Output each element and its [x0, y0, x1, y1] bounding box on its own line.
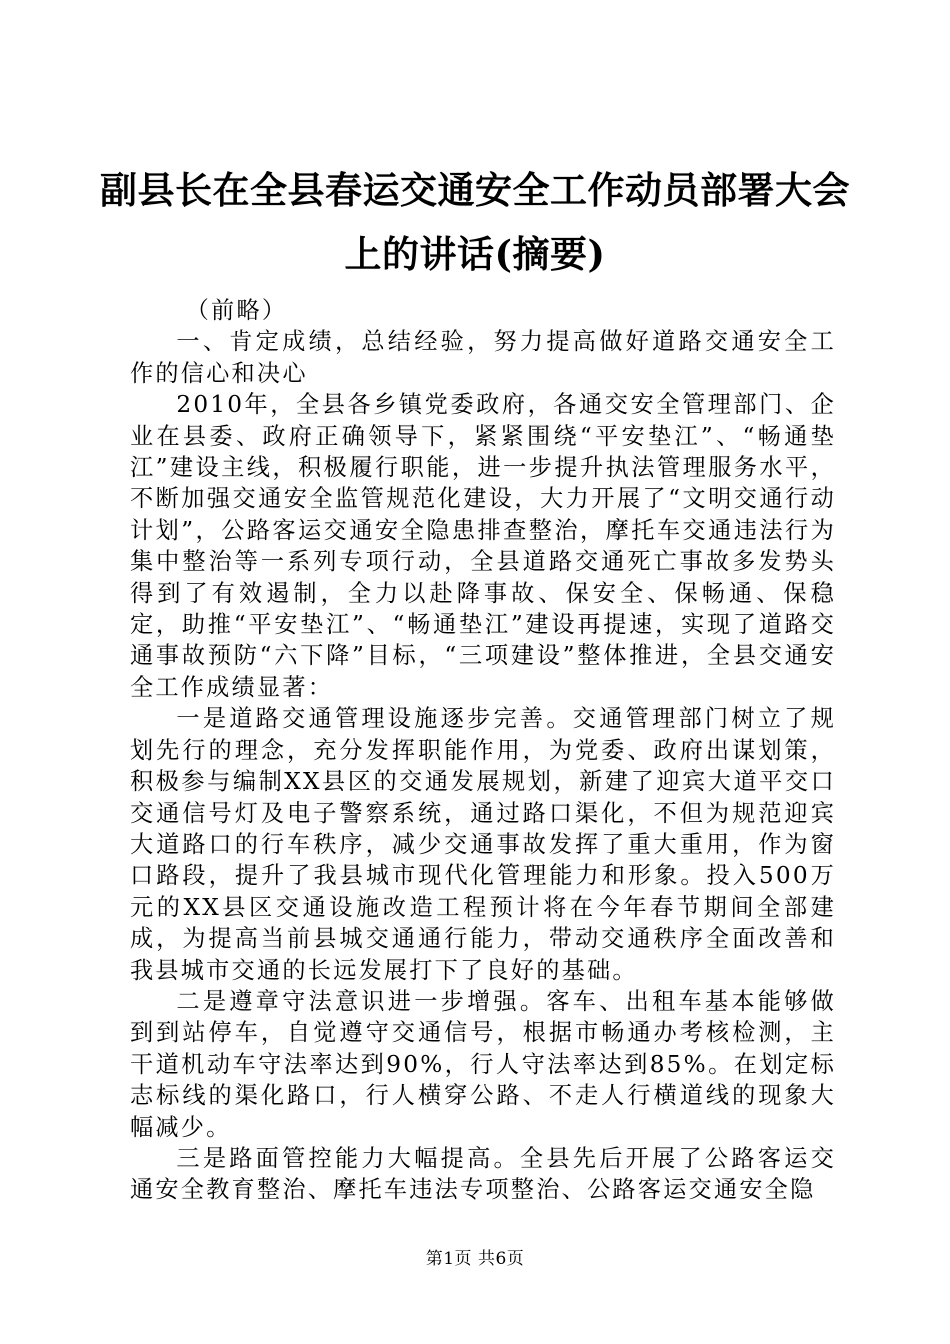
- page-number-footer: 第1页 共6页: [425, 1249, 525, 1269]
- paragraph-omitted-note: （前略）: [185, 297, 288, 324]
- paragraph-section-heading: 一、肯定成绩，总结经验，努力提高做好道路交通安全工作的信心和决心: [130, 328, 836, 387]
- paragraph-2010-summary: 2010年，全县各乡镇党委政府，各通交安全管理部门、企业在县委、政府正确领导下，紧紧围绕“平安垫江”、“畅通垫江”建设主线，积极履行职能，进一步提升执法管理服务水平，不断加强交通安全监管规范化建设，大力开展了“文明交通行动计划”，公路客运交通安全隐患排查整治，摩托车交通违法行为集中整治等一系列专项行动，全县道路交通死亡事故多发势头得到了有效遏制，全力以赴降事故、保安全、保畅通、保稳定，助推“平安垫江”、“畅通垫江”建设再提速，实现了道路交通事故预防“六下降”目标，“三项建设”整体推进，全县交通安全工作成绩显著：: [130, 391, 836, 701]
- paragraph-point-two: 二是遵章守法意识进一步增强。客车、出租车基本能够做到到站停车，自觉遵守交通信号，根据市畅通办考核检测，主干道机动车守法率达到90%，行人守法率达到85%。在划定标志标线的渠化路口，行人横穿公路、不走人行横道线的现象大幅减少。: [130, 987, 836, 1141]
- paragraph-point-one: 一是道路交通管理设施逐步完善。交通管理部门树立了规划先行的理念，充分发挥职能作用，为党委、政府出谋划策，积极参与编制XX县区的交通发展规划，新建了迎宾大道平交口交通信号灯及电子警察系统，通过路口渠化，不但为规范迎宾大道路口的行车秩序，减少交通事故发挥了重大重用，作为窗口路段，提升了我县城市现代化管理能力和形象。投入500万元的XX县区交通设施改造工程预计将在今年春节期间全部建成，为提高当前县城交通通行能力，带动交通秩序全面改善和我县城市交通的长远发展打下了良好的基础。: [130, 705, 836, 984]
- paragraph-point-three: 三是路面管控能力大幅提高。全县先后开展了公路客运交通安全教育整治、摩托车违法专项整治、公路客运交通安全隐: [130, 1144, 836, 1204]
- document-title: 副县长在全县春运交通安全工作动员部署大会上的讲话(摘要): [100, 168, 850, 276]
- document-body: [130, 295, 836, 1206]
